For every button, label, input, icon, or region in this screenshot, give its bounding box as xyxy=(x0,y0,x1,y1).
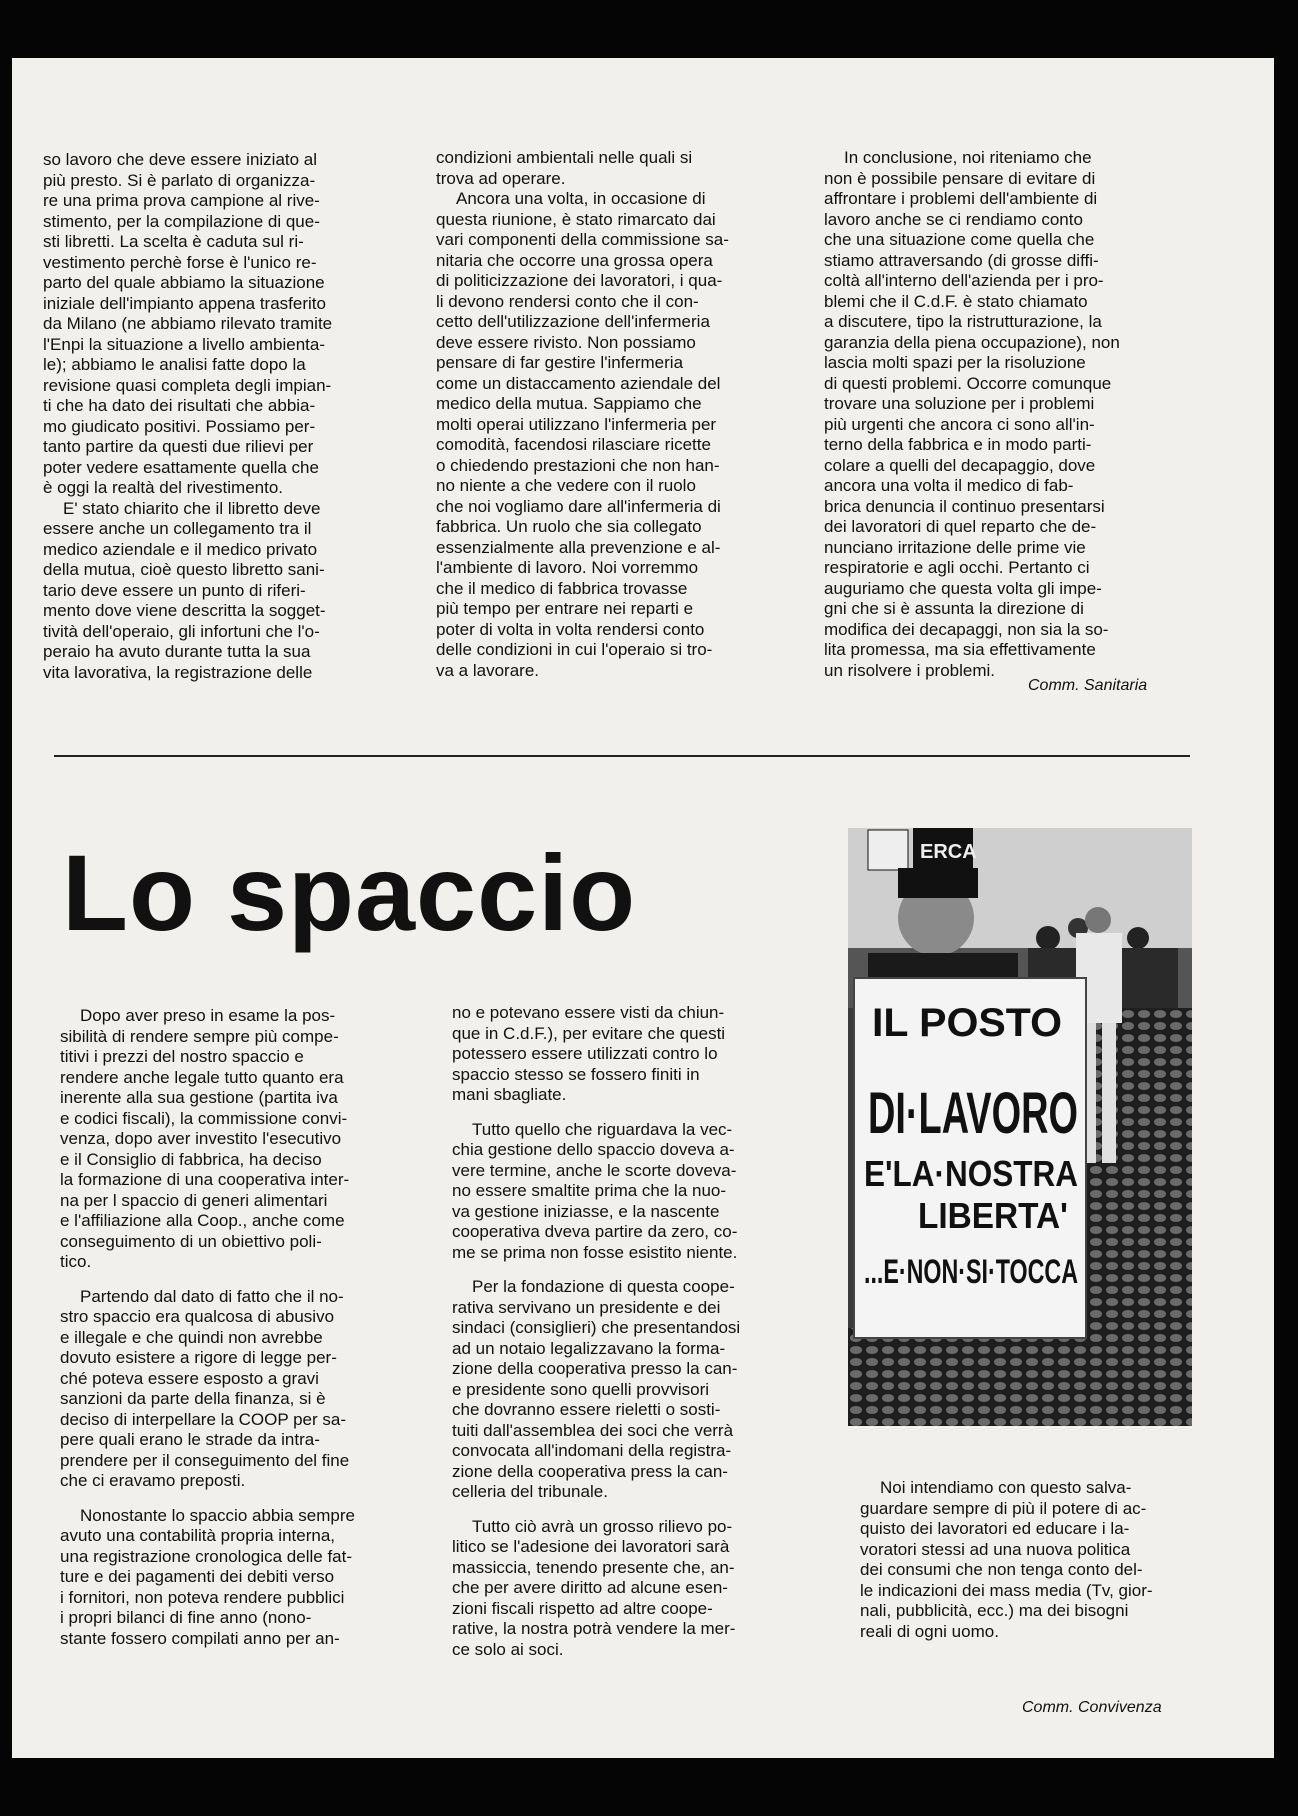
text-line: più tempo per entrare nei reparti e xyxy=(436,599,694,618)
para-7 xyxy=(452,1517,830,1661)
text-line: brica denuncia il continuo presentarsi xyxy=(824,496,1105,516)
text-line: ture e dei pagamenti dei debiti verso xyxy=(60,1567,335,1586)
text-line: conseguimento di un obiettivo poli- xyxy=(60,1231,322,1251)
top-column-2 xyxy=(436,148,814,681)
text-line: e l'affiliazione alla Coop., anche come xyxy=(60,1211,345,1230)
para-8 xyxy=(860,1478,1210,1642)
text-line: avuto una contabilità propria interna, xyxy=(60,1526,336,1545)
para-5 xyxy=(452,1120,830,1264)
text-line: ce solo ai soci. xyxy=(452,1639,564,1659)
text-line: blemi che il C.d.F. è stato chiamato xyxy=(824,291,1088,311)
text-line: nunciano irritazione delle prime vie xyxy=(824,537,1086,557)
text-line: inerente alla sua gestione (partita iva xyxy=(60,1088,338,1107)
text-line: che noi vogliamo dare all'infermeria di xyxy=(436,496,721,516)
para-2 xyxy=(60,1287,440,1492)
text-line: reali di ogni uomo. xyxy=(860,1621,999,1641)
para-3 xyxy=(60,1506,440,1650)
text-line: va a lavorare. xyxy=(436,660,539,680)
text-line: celleria del tribunale. xyxy=(452,1482,608,1501)
text-line: zione della cooperativa press la can- xyxy=(452,1461,728,1481)
text-line: i fornitori, non poteva rendere pubblici xyxy=(60,1587,345,1607)
text-line: essere anche un collegamento tra il xyxy=(43,519,312,538)
text-line: coltà all'interno dell'azienda per i pro- xyxy=(824,271,1104,290)
text-line: affrontare i problemi dell'ambiente di xyxy=(824,189,1098,208)
section-divider xyxy=(54,755,1190,757)
text-line: la formazione di una cooperativa inter- xyxy=(60,1170,350,1189)
text-line: revisione quasi completa degli impian- xyxy=(43,375,332,395)
bottom-column-3 xyxy=(860,1478,1210,1642)
text-line: ancora una volta il medico di fab- xyxy=(824,476,1074,495)
text-line: ad un notaio legalizzavano la forma- xyxy=(452,1338,726,1358)
text-line: come un distaccamento aziendale del xyxy=(436,373,721,393)
text-line: prendere per il conseguimento del fine xyxy=(60,1450,350,1470)
text-line: li devono rendersi conto che il con- xyxy=(436,291,699,311)
text-line: vere termine, anche le scorte doveva- xyxy=(452,1160,737,1180)
text-line: Partendo dal dato di fatto che il no- xyxy=(80,1286,344,1306)
text-line: mani sbagliate. xyxy=(452,1085,567,1104)
text-line: un risolvere i problemi. xyxy=(824,660,996,680)
text-line: e illegale e che quindi non avrebbe xyxy=(60,1327,323,1347)
text-line: dei consumi che non tenga conto del- xyxy=(860,1560,1143,1579)
top-column-1 xyxy=(43,150,423,683)
text-line: titivi i prezzi del nostro spaccio e xyxy=(60,1047,304,1066)
text-line: voratori stessi ad una nuova politica xyxy=(860,1539,1131,1559)
text-line: più urgenti che ancora ci sono all'in- xyxy=(824,414,1095,434)
text-line: sanzioni da parte della finanza, si è xyxy=(60,1389,326,1408)
text-line: più presto. Si è parlato di organizza- xyxy=(43,170,316,190)
text-line: tico. xyxy=(60,1252,92,1271)
text-line: sibilità di rendere sempre più compe- xyxy=(60,1026,339,1046)
text-line: dovuto esistere a rigore di legge per- xyxy=(60,1348,337,1367)
text-line: no niente a che vedere con il ruolo xyxy=(436,476,696,495)
text-line: pere quali erano le strade da intra- xyxy=(60,1430,320,1449)
text-line: rative, la nostra potrà vendere la mer- xyxy=(452,1619,736,1638)
text-line: di politicizzazione dei lavoratori, i qua- xyxy=(436,271,723,290)
text-line: potessero essere utilizzati contro lo xyxy=(452,1044,718,1063)
text-line: stro spaccio era qualcosa di abusivo xyxy=(60,1307,335,1326)
top-col3-text xyxy=(824,148,1202,681)
text-line: trova ad operare. xyxy=(436,168,566,188)
text-line: tività dell'operaio, gli infortuni che l'o- xyxy=(43,621,320,641)
article-headline: Lo spaccio xyxy=(62,832,637,953)
text-line: lascia molti spazi per la risoluzione xyxy=(824,353,1086,372)
text-line: Noi intendiamo con questo salva- xyxy=(880,1478,1132,1497)
signature-convivenza: Comm. Convivenza xyxy=(1022,1699,1162,1716)
text-line: me se prima non fosse esistito niente. xyxy=(452,1242,738,1262)
text-line: molti operai utilizzano l'infermeria per xyxy=(436,414,717,434)
bottom-column-2 xyxy=(452,1003,830,1660)
text-line: cetto dell'utilizzazione dell'infermeria xyxy=(436,312,710,331)
bottom-column-1 xyxy=(60,1006,440,1649)
text-line: vestimento perchè forse è l'unico re- xyxy=(43,252,317,272)
text-line: che ci eravamo preposti. xyxy=(60,1471,246,1490)
text-line: ti che ha dato dei risultati che abbia- xyxy=(43,396,316,415)
text-line: poter di volta in volta rendersi conto xyxy=(436,619,705,639)
text-line: respiratorie e agli occhi. Pertanto ci xyxy=(824,558,1090,577)
text-line: sindaci (consiglieri) che presentandosi xyxy=(452,1318,741,1337)
sign-line-4: LIBERTA' xyxy=(918,1195,1068,1236)
text-line: essenzialmente alla prevenzione e al- xyxy=(436,537,721,557)
text-line: va gestione iniziasse, e la nascente xyxy=(452,1201,720,1221)
text-line: stimento, per la compilazione di que- xyxy=(43,211,320,231)
text-line: zioni fiscali rispetto ad altre coope- xyxy=(452,1598,713,1618)
text-line: cooperativa dveva partire da zero, co- xyxy=(452,1222,738,1241)
top-col1-text xyxy=(43,150,423,683)
para-4 xyxy=(452,1003,830,1106)
text-line: di questi problemi. Occorre comunque xyxy=(824,373,1112,393)
para-6 xyxy=(452,1277,830,1503)
text-line: stiamo attraversando (di grosse diffi- xyxy=(824,250,1099,270)
text-line: questa riunione, è stato rimarcato dai xyxy=(436,209,716,229)
text-line: Per la fondazione di questa coope- xyxy=(472,1277,735,1296)
text-line: della mutua, cioè questo libretto sani- xyxy=(43,560,325,579)
para-1 xyxy=(60,1006,440,1273)
sign-line-1: IL POSTO xyxy=(872,1001,1062,1045)
text-line: una registrazione cronologica delle fat- xyxy=(60,1546,353,1566)
text-line: colare a quelli del decapaggio, dove xyxy=(824,455,1096,475)
text-line: guardare sempre di più il potere di ac- xyxy=(860,1498,1147,1518)
text-line: tario deve essere un punto di riferi- xyxy=(43,580,306,600)
text-line: che il medico di fabbrica trovasse xyxy=(436,578,688,598)
text-line: o chiedendo prestazioni che non han- xyxy=(436,455,720,475)
text-line: no essere smaltite prima che la nuo- xyxy=(452,1181,727,1200)
text-line: a discutere, tipo la ristrutturazione, la xyxy=(824,312,1102,331)
text-line: poter vedere esattamente quella che xyxy=(43,457,319,477)
text-line: na per l spaccio di generi alimentari xyxy=(60,1190,328,1210)
text-line: litico se l'adesione dei lavoratori sarà xyxy=(452,1537,730,1556)
text-line: Dopo aver preso in esame la pos- xyxy=(80,1006,336,1025)
text-line: e il Consiglio di fabbrica, ha deciso xyxy=(60,1149,322,1169)
text-line: Nonostante lo spaccio abbia sempre xyxy=(80,1505,355,1525)
text-line: auguriamo che questa volta gli impe- xyxy=(824,578,1102,598)
text-line: vita lavorativa, la registrazione delle xyxy=(43,662,313,682)
text-line: lita promessa, ma sia effettivamente xyxy=(824,640,1096,659)
top-col2-text xyxy=(436,148,814,681)
text-line: nali, pubblicità, ecc.) ma dei bisogni xyxy=(860,1601,1129,1620)
magazine-page xyxy=(12,58,1274,1758)
text-line: da Milano (ne abbiamo rilevato tramite xyxy=(43,314,333,333)
text-line: e presidente sono quelli provvisori xyxy=(452,1379,710,1399)
text-line: deciso di interpellare la COOP per sa- xyxy=(60,1409,346,1429)
text-line: medico aziendale e il medico privato xyxy=(43,539,318,559)
text-line: tanto partire da questi due rilievi per xyxy=(43,437,314,456)
text-line: In conclusione, noi riteniamo che xyxy=(844,148,1092,167)
sign-line-5: ...E·NON·SI·TOCCA xyxy=(864,1253,1078,1291)
text-line: medico della mutua. Sappiamo che xyxy=(436,394,702,413)
text-line: lavoro anche se ci rendiamo conto xyxy=(824,209,1083,229)
text-line: zione della cooperativa presso la can- xyxy=(452,1359,738,1378)
signature-sanitaria: Comm. Sanitaria xyxy=(1028,677,1148,694)
text-line: l'ambiente di lavoro. Noi vorremmo xyxy=(436,558,699,577)
text-line: stante fossero compilati anno per an- xyxy=(60,1628,340,1648)
text-line: rendere anche legale tutto quanto era xyxy=(60,1067,344,1087)
text-line: è oggi la realtà del rivestimento. xyxy=(43,478,284,497)
text-line: le indicazioni dei mass media (Tv, gior- xyxy=(860,1580,1153,1600)
text-line: parto del quale abbiamo la situazione xyxy=(43,273,325,292)
text-line: no e potevano essere visti da chiun- xyxy=(452,1003,725,1022)
text-line: que in C.d.F.), per evitare che questi xyxy=(452,1023,726,1043)
text-line: quisto dei lavoratori ed educare i la- xyxy=(860,1519,1130,1538)
text-line: mento dove viene descritta la sogget- xyxy=(43,601,326,620)
text-line: spaccio stesso se fossero finiti in xyxy=(452,1064,700,1084)
text-line: dei lavoratori di quel reparto che de- xyxy=(824,517,1097,536)
text-line: terno della fabbrica e in modo parti- xyxy=(824,435,1092,454)
text-line: Ancora una volta, in occasione di xyxy=(456,189,706,208)
text-line: modifica dei decapaggi, non sia la so- xyxy=(824,619,1109,639)
text-line: delle condizioni in cui l'operaio si tro- xyxy=(436,640,713,659)
text-line: rativa servivano un presidente e dei xyxy=(452,1297,721,1317)
text-line: condizioni ambientali nelle quali si xyxy=(436,148,693,167)
text-line: fabbrica. Un ruolo che sia collegato xyxy=(436,517,702,536)
text-line: peraio ha avuto durante tutta la sua xyxy=(43,642,311,661)
text-line: comodità, facendosi rilasciare ricette xyxy=(436,435,711,454)
text-line: e codici fiscali), la commissione convi- xyxy=(60,1108,348,1128)
text-line: chia gestione dello spaccio doveva a- xyxy=(452,1140,735,1159)
text-line: deve essere rivisto. Non possiamo xyxy=(436,332,696,352)
text-line: re una prima prova campione al rive- xyxy=(43,191,320,210)
text-line: mo giudicato positivi. Possiamo per- xyxy=(43,416,316,436)
text-line: tuiti dall'assemblea dei soci che verrà xyxy=(452,1420,734,1440)
text-line: Tutto quello che riguardava la vec- xyxy=(472,1119,733,1139)
photo-banner-text: ERCA xyxy=(920,841,977,863)
text-line: non è possibile pensare di evitare di xyxy=(824,168,1096,188)
text-line: l'Enpi la situazione a livello ambienta- xyxy=(43,334,326,354)
text-line: venza, dopo aver investito l'esecutivo xyxy=(60,1129,342,1148)
text-line: vari componenti della commissione sa- xyxy=(436,230,729,249)
text-line: pensare di far gestire l'infermeria xyxy=(436,353,684,372)
text-line: Tutto ciò avrà un grosso rilievo po- xyxy=(472,1516,733,1536)
text-line: iniziale dell'impianto appena trasferito xyxy=(43,293,326,313)
text-line: trovare una soluzione per i problemi xyxy=(824,394,1095,413)
text-line: sti libretti. La scelta è caduta sul ri- xyxy=(43,232,304,251)
text-line: garanzia della piena occupazione), non xyxy=(824,332,1120,352)
protest-photo xyxy=(848,828,1192,1426)
text-line: so lavoro che deve essere iniziato al xyxy=(43,150,318,169)
sign-line-3: E'LA·NOSTRA xyxy=(864,1153,1079,1194)
text-line: nitaria che occorre una grossa opera xyxy=(436,250,713,270)
text-line: che dovranno essere rieletti o sosti- xyxy=(452,1400,721,1419)
text-line: che una situazione come quella che xyxy=(824,230,1095,249)
text-line: i propri bilanci di fine anno (nono- xyxy=(60,1608,312,1627)
text-line: che per avere diritto ad alcune esen- xyxy=(452,1578,728,1597)
top-column-3 xyxy=(824,148,1202,681)
text-line: convocata all'indomani della registra- xyxy=(452,1441,732,1460)
sign-line-2: DI·LAVORO xyxy=(868,1081,1078,1146)
text-line: le); abbiamo le analisi fatte dopo la xyxy=(43,355,306,374)
text-line: massiccia, tenendo presente che, an- xyxy=(452,1557,735,1577)
text-line: ché poteva essere esposto a gravi xyxy=(60,1368,319,1388)
text-line: E' stato chiarito che il libretto deve xyxy=(63,498,321,518)
text-line: gni che si è assunta la direzione di xyxy=(824,599,1084,618)
